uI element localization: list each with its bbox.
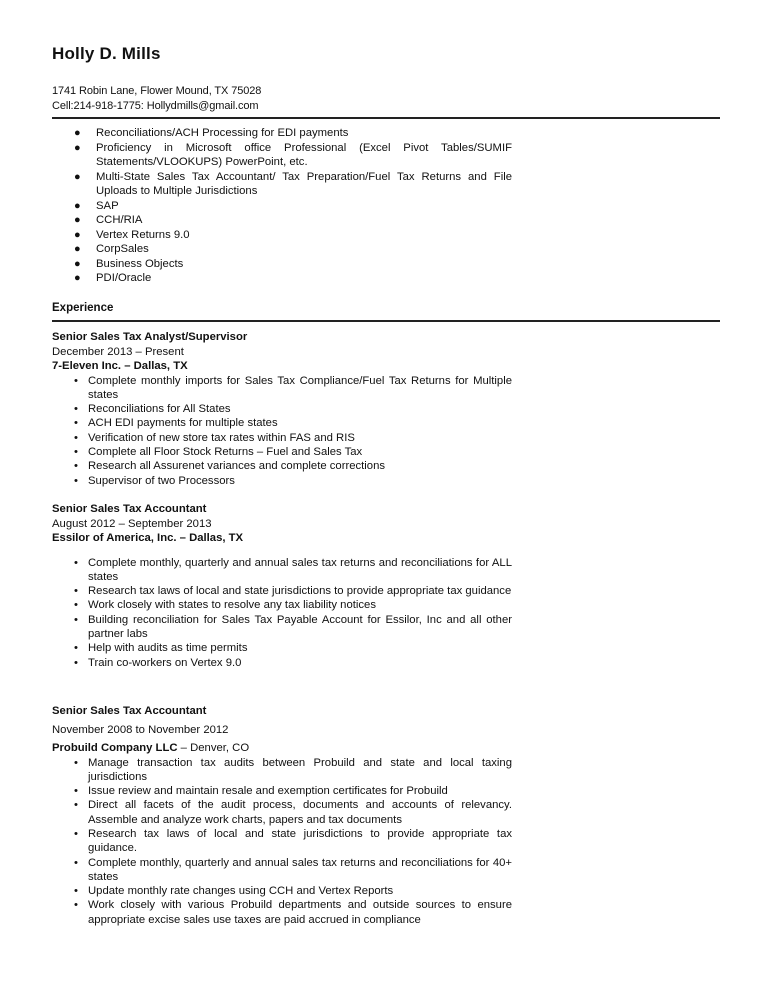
skill-item: ● PDI/Oracle [74, 272, 152, 284]
job-entry [52, 704, 512, 927]
job-company: Probuild Company LLC – Denver, CO [52, 742, 250, 754]
bullet-icon: • [74, 799, 78, 812]
job-entry [52, 330, 512, 488]
bullet-icon: • [74, 474, 78, 487]
skill-item: ● CCH/RIA [74, 214, 143, 226]
bullet-icon: • [74, 460, 78, 473]
skills-list [52, 126, 512, 286]
job-bullet: • Complete all Floor Stock Returns – Fuel and Sales Tax [74, 445, 363, 458]
job-bullet: • Manage transaction tax audits between Probuild and state and local taxing jurisdictions [74, 756, 512, 783]
job-bullets [52, 556, 512, 670]
section-divider [52, 320, 720, 322]
job-bullet: • Update monthly rate changes using CCH and Vertex Reports [74, 885, 394, 898]
candidate-name: Holly D. Mills [52, 44, 161, 63]
skill-item: ● CorpSales [74, 243, 149, 255]
bullet-icon: • [74, 374, 78, 387]
job-bullet: • Work closely with various Probuild departments and outside sources to ensure appropriate excise sales use taxes are paid accrued in compliance [74, 899, 512, 926]
bullet-icon: • [74, 556, 78, 569]
job-dates: November 2008 to November 2012 [52, 723, 229, 736]
bullet-icon: • [74, 403, 78, 416]
job-bullet: • Work closely with states to resolve any tax liability notices [74, 599, 376, 612]
section-title-experience: Experience [52, 302, 114, 314]
bullet-icon: • [74, 756, 78, 769]
bullet-icon: • [74, 656, 78, 669]
address: 1741 Robin Lane, Flower Mound, TX 75028 [52, 85, 262, 97]
skill-item: ● Business Objects [74, 257, 184, 270]
bullet-icon: • [74, 885, 78, 898]
job-bullet: • Building reconciliation for Sales Tax Payable Account for Essilor, Inc and all other partner labs [74, 613, 512, 640]
bullet-icon: • [74, 585, 78, 598]
job-bullet: • Complete monthly, quarterly and annual sales tax returns and reconciliations for ALL states [74, 556, 512, 583]
job-entry [52, 502, 512, 670]
bullet-icon: ● [74, 127, 81, 139]
bullet-icon: • [74, 445, 78, 458]
job-bullet: • Train co-workers on Vertex 9.0 [74, 656, 242, 669]
bullet-icon: ● [74, 141, 81, 154]
bullet-icon: • [74, 856, 78, 869]
job-bullet: • Complete monthly imports for Sales Tax Compliance/Fuel Tax Returns for Multiple states [74, 374, 512, 401]
job-title: Senior Sales Tax Analyst/Supervisor [52, 331, 248, 343]
bullet-icon: • [74, 642, 78, 655]
job-bullet: • Direct all facets of the audit process, documents and accounts of relevancy. Assemble and analyze work charts, papers and tax documents [74, 799, 512, 826]
job-dates: December 2013 – Present [52, 345, 184, 358]
bullet-icon: ● [74, 257, 81, 270]
skill-item: ● Multi-State Sales Tax Accountant/ Tax Preparation/Fuel Tax Returns and File Uploads to Multiple Jurisdictions [74, 170, 512, 197]
job-bullet: • Help with audits as time permits [74, 642, 248, 655]
contact-info: Cell:214-918-1775: Hollydmills@gmail.com [52, 100, 259, 112]
bullet-icon: ● [74, 170, 81, 183]
job-bullet: • Supervisor of two Processors [74, 474, 235, 487]
skill-item: ● Reconciliations/ACH Processing for EDI payments [74, 127, 349, 139]
job-title: Senior Sales Tax Accountant [52, 503, 207, 515]
job-company: Essilor of America, Inc. – Dallas, TX [52, 532, 244, 544]
job-bullets [52, 374, 512, 488]
bullet-icon: • [74, 417, 78, 430]
bullet-icon: ● [74, 214, 81, 226]
bullet-icon: • [74, 785, 78, 798]
job-bullet: • Reconciliations for All States [74, 403, 231, 416]
job-company: 7-Eleven Inc. – Dallas, TX [52, 360, 188, 372]
job-bullet: • Research all Assurenet variances and complete corrections [74, 460, 386, 473]
bullet-icon: • [74, 899, 78, 912]
job-bullets [52, 756, 512, 928]
bullet-icon: • [74, 431, 78, 444]
skill-item: ● SAP [74, 199, 119, 212]
bullet-icon: ● [74, 199, 81, 212]
job-bullet: • Verification of new store tax rates within FAS and RIS [74, 431, 355, 444]
job-bullet: • Research tax laws of local and state jurisdictions to provide appropriate tax guidance. [74, 827, 512, 855]
job-bullet: • Complete monthly, quarterly and annual sales tax returns and reconciliations for 40+ states [74, 856, 512, 883]
skill-item: ● Proficiency in Microsoft office Professional (Excel Pivot Tables/SUMIF Statements/VLOOKUPS) PowerPoint, etc. [74, 141, 512, 168]
bullet-icon: • [74, 613, 78, 626]
bullet-icon: • [74, 827, 78, 840]
bullet-icon: ● [74, 272, 81, 284]
bullet-icon: ● [74, 243, 81, 255]
job-dates: August 2012 – September 2013 [52, 517, 212, 530]
skill-item: ● Vertex Returns 9.0 [74, 228, 190, 241]
header-divider [52, 117, 720, 119]
job-bullet: • Issue review and maintain resale and exemption certificates for Probuild [74, 785, 448, 798]
bullet-icon: ● [74, 228, 81, 241]
job-bullet: • ACH EDI payments for multiple states [74, 417, 278, 430]
job-title: Senior Sales Tax Accountant [52, 705, 207, 717]
job-bullet: • Research tax laws of local and state jurisdictions to provide appropriate tax guidance [74, 585, 512, 598]
bullet-icon: • [74, 599, 78, 612]
